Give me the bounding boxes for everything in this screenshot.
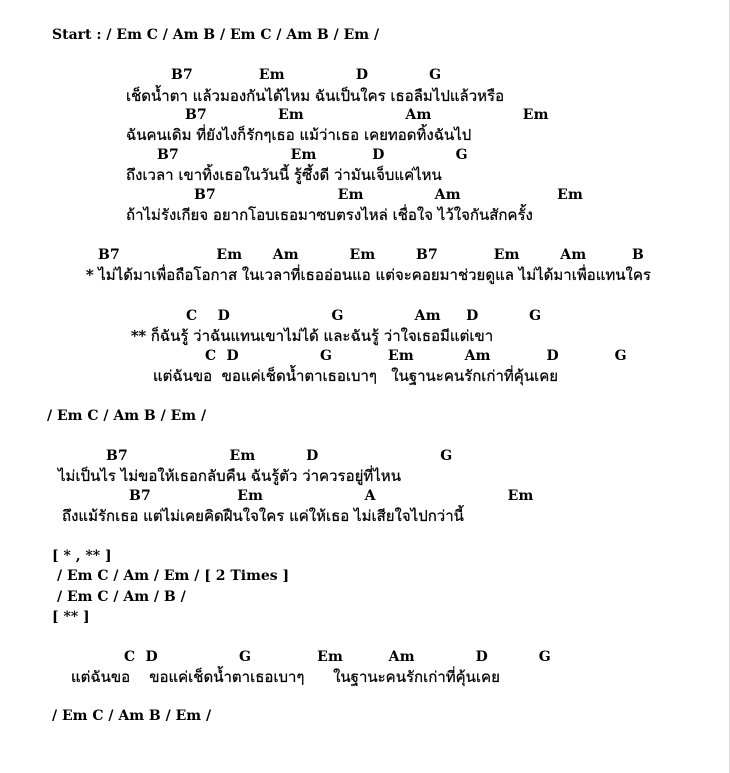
repeat-line: [ * , ** ] (52, 548, 112, 564)
lyric-line: ไม่เป็นไร ไม่ขอให้เธอกลับคืน ฉันรู้ตัว ว่าควรอยู่ที่ไหน (58, 467, 401, 485)
lyric-line: แต่ฉันขอ ขอแค่เช็ดน้ำตาเธอเบาๆ ในฐานะคนรักเก่าที่คุ้นเคย (71, 668, 500, 686)
lyric-line: ถ้าไม่รังเกียจ อยากโอบเธอมาซบตรงไหล่ เชื่อใจ ไว้ใจกันสักครั้ง (126, 206, 533, 224)
start-line: Start : / Em C / Am B / Em C / Am B / Em / (52, 27, 380, 43)
repeat-line: [ ** ] (52, 609, 90, 625)
chord-line: C D G Em Am D G (124, 649, 551, 665)
lyric-line: ฉันคนเดิม ที่ยังไงก็รักๆเธอ แม้ว่าเธอ เคยทอดทิ้งฉันไป (126, 126, 472, 144)
chord-line: B7 Em D G (171, 67, 442, 83)
outro-line: / Em C / Am B / Em / (52, 708, 212, 724)
chord-line: C D G Em Am D G (205, 348, 627, 364)
chord-line: B7 Em D G (157, 147, 468, 163)
chord-line: B7 Em Am Em (194, 187, 584, 203)
lyric-line: ถึงเวลา เขาทิ้งเธอในวันนี้ รู้ซึ้งดี ว่ามันเจ็บแค่ไหน (126, 166, 442, 184)
lyric-line: เช็ดน้ำตา แล้วมองกันได้ไหม ฉันเป็นใคร เธอลืมไปแล้วหรือ (126, 87, 505, 105)
lyric-line: ถึงแม้รักเธอ แต่ไม่เคยคิดฝืนใจใคร แค่ให้เธอ ไม่เสียใจไปกว่านี้ (62, 507, 464, 525)
lyric-line: * ไม่ได้มาเพื่อถือโอกาส ในเวลาที่เธออ่อนแอ แต่จะคอยมาช่วยดูแล ไม่ได้มาเพื่อแทนใคร (86, 266, 651, 284)
repeat-line: / Em C / Am / B / (57, 589, 186, 605)
chord-line: B7 Em Am Em B7 Em Am B (98, 247, 645, 263)
chord-line: B7 Em A Em (129, 488, 534, 504)
lyric-line: แต่ฉันขอ ขอแค่เช็ดน้ำตาเธอเบาๆ ในฐานะคนรักเก่าที่คุ้นเคย (153, 367, 559, 385)
interlude-line: / Em C / Am B / Em / (47, 408, 207, 424)
lyric-line: ** ก็ฉันรู้ ว่าฉันแทนเขาไม่ได้ และฉันรู้ ว่าใจเธอมีแต่เขา (131, 327, 494, 345)
chord-line: B7 Em Am Em (185, 107, 549, 123)
chord-line: C D G Am D G (186, 308, 542, 324)
chord-line: B7 Em D G (106, 448, 453, 464)
repeat-line: / Em C / Am / Em / [ 2 Times ] (57, 568, 290, 584)
